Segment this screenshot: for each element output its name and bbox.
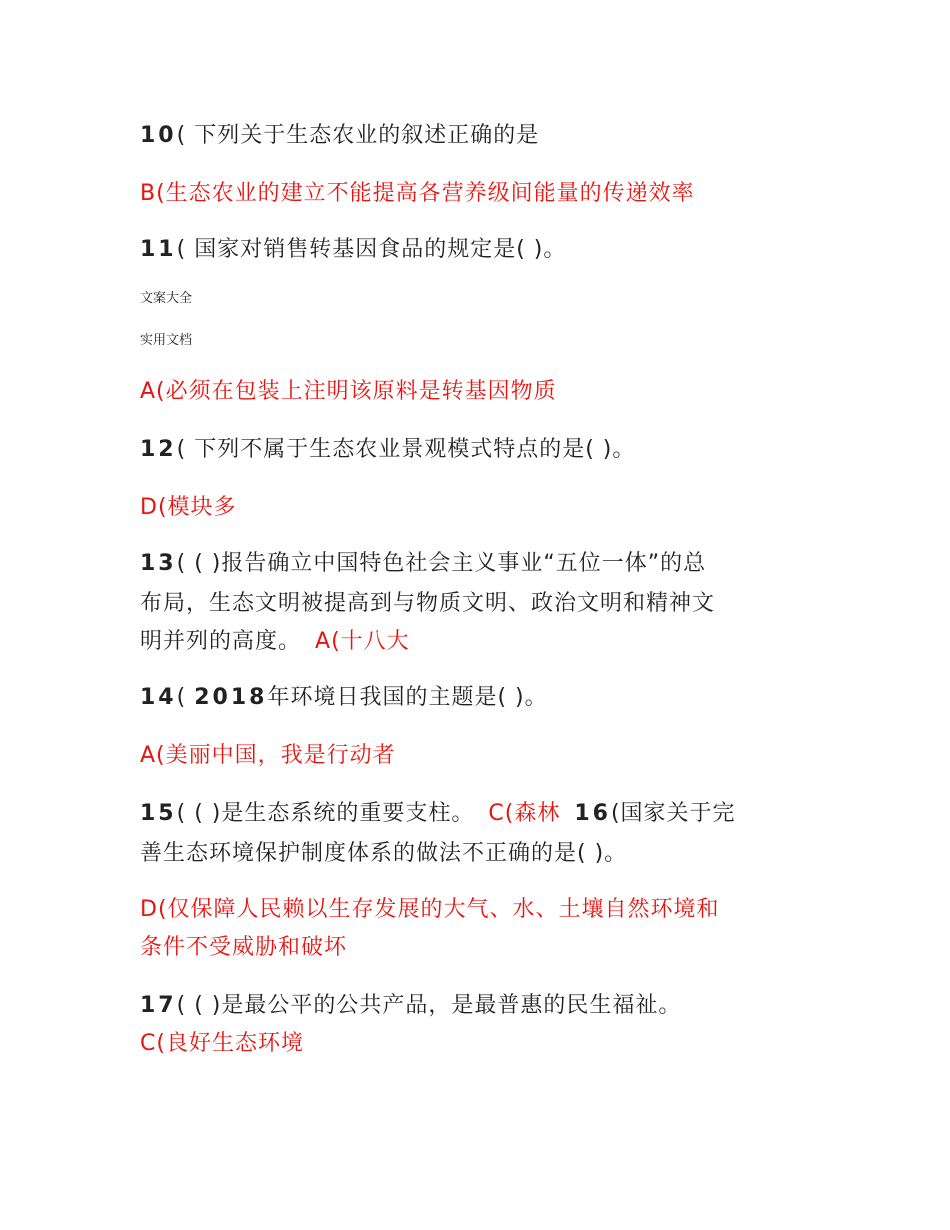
question-text: ( 下列不属于生态农业景观模式特点的是( )。 <box>176 437 636 462</box>
question-number: 14 <box>140 685 177 710</box>
question-15-16-line-1 <box>140 800 820 828</box>
question-10 <box>140 122 820 150</box>
question-text: 年环境日我国的主题是( )。 <box>267 685 548 710</box>
question-17 <box>140 992 820 1020</box>
answer-13: A(十八大 <box>315 629 410 654</box>
answer-16-line-1: D(仅保障人民赖以生存发展的大气、水、土壤自然环境和 <box>140 897 720 922</box>
question-text: 明并列的高度。 <box>140 629 302 654</box>
question-text: ( 下列关于生态农业的叙述正确的是 <box>176 123 540 148</box>
footer-label-2: 实用文档 <box>140 333 193 348</box>
question-12 <box>140 436 820 464</box>
question-number: 12 <box>140 437 177 462</box>
answer-11: A(必须在包装上注明该原料是转基因物质 <box>140 379 557 404</box>
question-13-line-3 <box>140 628 820 656</box>
question-14 <box>140 684 820 712</box>
question-16-line-2: 善生态环境保护制度体系的做法不正确的是( )。 <box>140 841 628 866</box>
answer-12: D(模块多 <box>140 495 237 520</box>
question-number: 16 <box>574 801 611 826</box>
answer-15: C(森林 <box>488 801 561 826</box>
question-text: ( ( )是最公平的公共产品，是最普惠的民生福祉。 <box>176 993 682 1018</box>
question-text: ( 国家对销售转基因食品的规定是( )。 <box>176 237 567 262</box>
question-number: 13 <box>140 551 177 576</box>
footer-label-1: 文案大全 <box>140 291 193 306</box>
question-13-line-1 <box>140 550 820 578</box>
question-text: ( ( )报告确立中国特色社会主义事业“五位一体”的总 <box>176 551 707 576</box>
question-number: 15 <box>140 801 177 826</box>
answer-17: C(良好生态环境 <box>140 1031 304 1056</box>
question-number: 17 <box>140 993 177 1018</box>
question-number: 10 <box>140 123 177 148</box>
question-11 <box>140 236 820 264</box>
answer-14: A(美丽中国，我是行动者 <box>140 743 396 768</box>
question-text: (国家关于完 <box>610 801 736 826</box>
question-text-prefix: ( <box>176 685 195 710</box>
answer-10: B(生态农业的建立不能提高各营养级间能量的传递效率 <box>140 181 695 206</box>
answer-16-line-2: 条件不受威胁和破坏 <box>140 935 348 960</box>
question-13-line-2: 布局，生态文明被提高到与物质文明、政治文明和精神文 <box>140 591 716 616</box>
question-text: ( ( )是生态系统的重要支柱。 <box>176 801 475 826</box>
question-year: 2018 <box>194 685 268 710</box>
question-number: 11 <box>140 237 177 262</box>
